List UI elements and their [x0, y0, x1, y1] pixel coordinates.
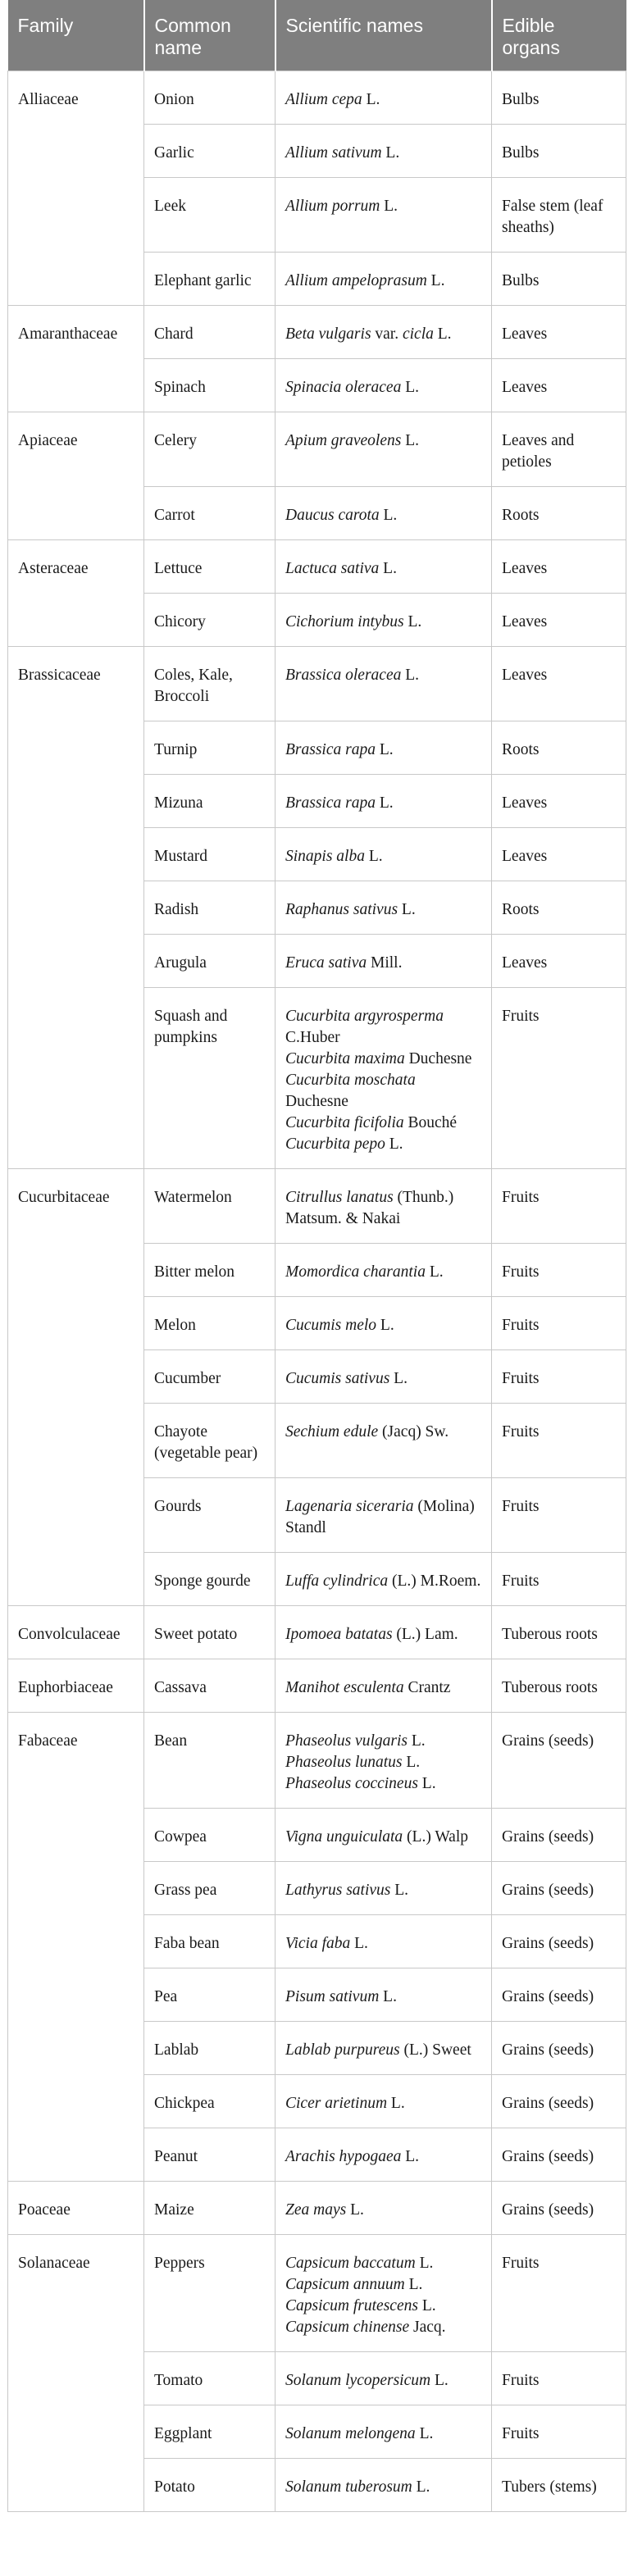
cell-common-name: Cucumber: [144, 1350, 276, 1404]
cell-edible-organs: Leaves: [492, 828, 626, 881]
header-common-name: Common name: [144, 0, 276, 71]
cell-edible-organs: Tubers (stems): [492, 2459, 626, 2512]
cell-edible-organs: Leaves: [492, 935, 626, 988]
scientific-name: Capsicum chinense Jacq.: [285, 2319, 446, 2336]
scientific-name: Lagenaria siceraria (Molina) Standl: [285, 1498, 475, 1536]
table-row: [8, 2405, 626, 2459]
scientific-name: Capsicum baccatum L.: [285, 2255, 434, 2272]
cell-common-name: Tomato: [144, 2352, 276, 2405]
cell-family: [8, 1968, 144, 2022]
scientific-name: Eruca sativa Mill.: [285, 954, 403, 972]
cell-edible-organs: Fruits: [492, 1404, 626, 1478]
table-row: [8, 1350, 626, 1404]
cell-family: [8, 487, 144, 540]
cell-scientific-names: [276, 178, 492, 253]
cell-edible-organs: Fruits: [492, 1478, 626, 1553]
cell-family: [8, 1809, 144, 1862]
cell-family: Cucurbitaceae: [8, 1169, 144, 1244]
header-scientific-names: Scientific names: [276, 0, 492, 71]
cell-common-name: Faba bean: [144, 1915, 276, 1968]
table-row: [8, 1244, 626, 1297]
cell-common-name: Celery: [144, 412, 276, 487]
cell-common-name: Peppers: [144, 2235, 276, 2352]
cell-edible-organs: Grains (seeds): [492, 1809, 626, 1862]
scientific-name: Solanum lycopersicum L.: [285, 2372, 449, 2389]
table-row: [8, 935, 626, 988]
cell-family: [8, 594, 144, 647]
cell-scientific-names: [276, 1968, 492, 2022]
cell-edible-organs: Fruits: [492, 1350, 626, 1404]
scientific-name: Solanum melongena L.: [285, 2425, 434, 2442]
cell-scientific-names: [276, 2352, 492, 2405]
scientific-name: Allium ampeloprasum L.: [285, 272, 445, 289]
cell-common-name: Radish: [144, 881, 276, 935]
cell-common-name: Bean: [144, 1713, 276, 1809]
cell-family: [8, 1244, 144, 1297]
table-row: [8, 1553, 626, 1606]
table-header: [8, 0, 626, 71]
cell-common-name: Sweet potato: [144, 1606, 276, 1659]
cell-common-name: Garlic: [144, 125, 276, 178]
scientific-name: Phaseolus coccineus L.: [285, 1775, 436, 1792]
table-row: [8, 253, 626, 306]
table-row: [8, 1809, 626, 1862]
cell-family: Solanaceae: [8, 2235, 144, 2352]
cell-scientific-names: [276, 1862, 492, 1915]
cell-edible-organs: Roots: [492, 487, 626, 540]
table-row: [8, 2352, 626, 2405]
cell-common-name: Chayote (vegetable pear): [144, 1404, 276, 1478]
cell-family: [8, 2459, 144, 2512]
cell-family: [8, 881, 144, 935]
cell-common-name: Bitter melon: [144, 1244, 276, 1297]
cell-family: Euphorbiaceae: [8, 1659, 144, 1713]
crop-table-container: [7, 0, 626, 2512]
table-row: [8, 721, 626, 775]
table-row: [8, 412, 626, 487]
scientific-name: Allium cepa L.: [285, 91, 380, 108]
scientific-name: Cucumis melo L.: [285, 1317, 394, 1334]
cell-common-name: Squash and pumpkins: [144, 988, 276, 1169]
cell-scientific-names: [276, 1809, 492, 1862]
cell-edible-organs: Leaves: [492, 594, 626, 647]
cell-scientific-names: [276, 412, 492, 487]
cell-scientific-names: [276, 487, 492, 540]
cell-scientific-names: [276, 1553, 492, 1606]
table-row: [8, 487, 626, 540]
scientific-name: Cucumis sativus L.: [285, 1370, 408, 1387]
cell-scientific-names: [276, 2235, 492, 2352]
crop-table: [7, 0, 626, 2512]
scientific-name: Manihot esculenta Crantz: [285, 1679, 451, 1696]
table-row: [8, 1606, 626, 1659]
table-row: [8, 775, 626, 828]
cell-edible-organs: Leaves: [492, 540, 626, 594]
cell-scientific-names: [276, 1169, 492, 1244]
cell-scientific-names: [276, 71, 492, 125]
table-row: [8, 125, 626, 178]
cell-edible-organs: False stem (leaf sheaths): [492, 178, 626, 253]
cell-edible-organs: Fruits: [492, 1244, 626, 1297]
cell-scientific-names: [276, 1404, 492, 1478]
cell-family: [8, 178, 144, 253]
scientific-name: Daucus carota L.: [285, 507, 398, 524]
cell-scientific-names: [276, 359, 492, 412]
table-row: [8, 1478, 626, 1553]
cell-scientific-names: [276, 828, 492, 881]
table-row: [8, 71, 626, 125]
cell-family: Amaranthaceae: [8, 306, 144, 359]
cell-common-name: Leek: [144, 178, 276, 253]
scientific-name: Brassica oleracea L.: [285, 667, 420, 684]
cell-scientific-names: [276, 125, 492, 178]
table-row: [8, 988, 626, 1169]
cell-common-name: Cowpea: [144, 1809, 276, 1862]
cell-family: [8, 2352, 144, 2405]
table-row: [8, 2075, 626, 2128]
cell-edible-organs: Tuberous roots: [492, 1659, 626, 1713]
table-body: [8, 71, 626, 2512]
cell-scientific-names: [276, 647, 492, 721]
cell-common-name: Elephant garlic: [144, 253, 276, 306]
cell-common-name: Mizuna: [144, 775, 276, 828]
scientific-name: Lablab purpureus (L.) Sweet: [285, 2041, 471, 2059]
cell-edible-organs: Fruits: [492, 988, 626, 1169]
cell-family: [8, 1404, 144, 1478]
scientific-name: Solanum tuberosum L.: [285, 2478, 430, 2496]
cell-edible-organs: Leaves: [492, 775, 626, 828]
table-row: [8, 1713, 626, 1809]
scientific-name: Pisum sativum L.: [285, 1988, 397, 2005]
cell-scientific-names: [276, 2128, 492, 2182]
cell-scientific-names: [276, 1713, 492, 1809]
table-row: [8, 2022, 626, 2075]
cell-scientific-names: [276, 2075, 492, 2128]
cell-family: Alliaceae: [8, 71, 144, 125]
scientific-name: Sinapis alba L.: [285, 848, 383, 865]
cell-edible-organs: Bulbs: [492, 253, 626, 306]
table-row: [8, 1169, 626, 1244]
cell-edible-organs: Fruits: [492, 2405, 626, 2459]
scientific-name: Cucurbita argyrosperma C.Huber: [285, 1008, 444, 1046]
cell-common-name: Carrot: [144, 487, 276, 540]
cell-common-name: Peanut: [144, 2128, 276, 2182]
cell-common-name: Watermelon: [144, 1169, 276, 1244]
cell-common-name: Mustard: [144, 828, 276, 881]
scientific-name: Sechium edule (Jacq) Sw.: [285, 1423, 449, 1440]
cell-scientific-names: [276, 540, 492, 594]
cell-common-name: Melon: [144, 1297, 276, 1350]
cell-edible-organs: Grains (seeds): [492, 1713, 626, 1809]
table-row: [8, 178, 626, 253]
scientific-name: Capsicum annuum L.: [285, 2276, 423, 2293]
cell-scientific-names: [276, 1606, 492, 1659]
scientific-name: Cucurbita pepo L.: [285, 1136, 403, 1153]
cell-edible-organs: Grains (seeds): [492, 1915, 626, 1968]
cell-family: [8, 2022, 144, 2075]
cell-common-name: Eggplant: [144, 2405, 276, 2459]
cell-edible-organs: Fruits: [492, 1553, 626, 1606]
scientific-name: Citrullus lanatus (Thunb.) Matsum. & Nakai: [285, 1189, 454, 1227]
scientific-name: Cicer arietinum L.: [285, 2095, 405, 2112]
cell-scientific-names: [276, 2405, 492, 2459]
table-row: [8, 2182, 626, 2235]
scientific-name: Brassica rapa L.: [285, 794, 394, 812]
cell-edible-organs: Grains (seeds): [492, 1968, 626, 2022]
cell-scientific-names: [276, 988, 492, 1169]
cell-family: [8, 1350, 144, 1404]
cell-common-name: Pea: [144, 1968, 276, 2022]
cell-family: [8, 721, 144, 775]
scientific-name: Brassica rapa L.: [285, 741, 394, 758]
table-row: [8, 540, 626, 594]
scientific-name: Phaseolus lunatus L.: [285, 1754, 421, 1771]
table-row: [8, 1968, 626, 2022]
cell-scientific-names: [276, 594, 492, 647]
cell-common-name: Sponge gourde: [144, 1553, 276, 1606]
cell-scientific-names: [276, 1915, 492, 1968]
table-row: [8, 306, 626, 359]
cell-common-name: Coles, Kale, Broccoli: [144, 647, 276, 721]
table-row: [8, 881, 626, 935]
cell-family: [8, 828, 144, 881]
cell-family: [8, 935, 144, 988]
cell-scientific-names: [276, 721, 492, 775]
cell-scientific-names: [276, 881, 492, 935]
cell-scientific-names: [276, 1350, 492, 1404]
scientific-name: Cichorium intybus L.: [285, 613, 422, 630]
cell-family: [8, 2128, 144, 2182]
cell-common-name: Maize: [144, 2182, 276, 2235]
cell-common-name: Turnip: [144, 721, 276, 775]
cell-common-name: Lablab: [144, 2022, 276, 2075]
cell-family: [8, 2075, 144, 2128]
table-row: [8, 828, 626, 881]
scientific-name: Zea mays L.: [285, 2201, 364, 2219]
scientific-name: Apium graveolens L.: [285, 432, 420, 449]
cell-family: Fabaceae: [8, 1713, 144, 1809]
scientific-name: Phaseolus vulgaris L.: [285, 1732, 426, 1750]
cell-common-name: Potato: [144, 2459, 276, 2512]
cell-family: Asteraceae: [8, 540, 144, 594]
scientific-name: Raphanus sativus L.: [285, 901, 416, 918]
cell-family: [8, 1915, 144, 1968]
table-row: [8, 1862, 626, 1915]
cell-common-name: Chard: [144, 306, 276, 359]
table-row: [8, 1659, 626, 1713]
table-row: [8, 1297, 626, 1350]
cell-family: Poaceae: [8, 2182, 144, 2235]
cell-edible-organs: Grains (seeds): [492, 2128, 626, 2182]
cell-family: [8, 988, 144, 1169]
cell-scientific-names: [276, 1478, 492, 1553]
cell-edible-organs: Grains (seeds): [492, 1862, 626, 1915]
cell-edible-organs: Leaves and petioles: [492, 412, 626, 487]
cell-family: [8, 2405, 144, 2459]
cell-family: Brassicaceae: [8, 647, 144, 721]
cell-scientific-names: [276, 306, 492, 359]
cell-edible-organs: Leaves: [492, 647, 626, 721]
cell-common-name: Chicory: [144, 594, 276, 647]
cell-family: [8, 1553, 144, 1606]
scientific-name: Arachis hypogaea L.: [285, 2148, 420, 2165]
cell-common-name: Arugula: [144, 935, 276, 988]
cell-edible-organs: Fruits: [492, 2235, 626, 2352]
table-row: [8, 2128, 626, 2182]
cell-edible-organs: Bulbs: [492, 125, 626, 178]
cell-family: [8, 1297, 144, 1350]
cell-common-name: Onion: [144, 71, 276, 125]
cell-common-name: Chickpea: [144, 2075, 276, 2128]
cell-scientific-names: [276, 775, 492, 828]
table-row: [8, 1915, 626, 1968]
cell-family: [8, 125, 144, 178]
cell-scientific-names: [276, 2022, 492, 2075]
cell-edible-organs: Fruits: [492, 1169, 626, 1244]
scientific-name: Cucurbita moschata Duchesne: [285, 1072, 416, 1110]
cell-common-name: Spinach: [144, 359, 276, 412]
scientific-name: Allium sativum L.: [285, 144, 400, 162]
scientific-name: Lathyrus sativus L.: [285, 1882, 409, 1899]
cell-edible-organs: Tuberous roots: [492, 1606, 626, 1659]
table-row: [8, 1404, 626, 1478]
table-row: [8, 2235, 626, 2352]
cell-edible-organs: Leaves: [492, 306, 626, 359]
scientific-name: Luffa cylindrica (L.) M.Roem.: [285, 1572, 481, 1590]
cell-edible-organs: Grains (seeds): [492, 2022, 626, 2075]
scientific-name: Beta vulgaris var. cicla L.: [285, 325, 452, 343]
scientific-name: Ipomoea batatas (L.) Lam.: [285, 1626, 458, 1643]
cell-family: Apiaceae: [8, 412, 144, 487]
scientific-name: Lactuca sativa L.: [285, 560, 397, 577]
cell-family: [8, 253, 144, 306]
cell-scientific-names: [276, 2182, 492, 2235]
cell-common-name: Gourds: [144, 1478, 276, 1553]
cell-edible-organs: Grains (seeds): [492, 2182, 626, 2235]
cell-edible-organs: Fruits: [492, 1297, 626, 1350]
cell-scientific-names: [276, 935, 492, 988]
cell-edible-organs: Roots: [492, 721, 626, 775]
table-row: [8, 359, 626, 412]
scientific-name: Momordica charantia L.: [285, 1263, 444, 1281]
table-row: [8, 2459, 626, 2512]
cell-scientific-names: [276, 2459, 492, 2512]
cell-common-name: Cassava: [144, 1659, 276, 1713]
cell-family: [8, 775, 144, 828]
cell-edible-organs: Roots: [492, 881, 626, 935]
cell-family: [8, 359, 144, 412]
scientific-name: Capsicum frutescens L.: [285, 2297, 436, 2314]
cell-edible-organs: Bulbs: [492, 71, 626, 125]
cell-common-name: Lettuce: [144, 540, 276, 594]
cell-scientific-names: [276, 1297, 492, 1350]
cell-family: [8, 1478, 144, 1553]
scientific-name: Cucurbita maxima Duchesne: [285, 1050, 472, 1067]
scientific-name: Cucurbita ficifolia Bouché: [285, 1114, 458, 1131]
cell-scientific-names: [276, 1659, 492, 1713]
header-family: Family: [8, 0, 144, 71]
scientific-name: Spinacia oleracea L.: [285, 379, 420, 396]
cell-scientific-names: [276, 253, 492, 306]
header-edible-organs: Edible organs: [492, 0, 626, 71]
scientific-name: Allium porrum L.: [285, 198, 398, 215]
cell-edible-organs: Grains (seeds): [492, 2075, 626, 2128]
cell-family: Convolculaceae: [8, 1606, 144, 1659]
cell-scientific-names: [276, 1244, 492, 1297]
scientific-name: Vicia faba L.: [285, 1935, 368, 1952]
scientific-name: Vigna unguiculata (L.) Walp: [285, 1828, 469, 1846]
table-row: [8, 647, 626, 721]
cell-edible-organs: Leaves: [492, 359, 626, 412]
cell-family: [8, 1862, 144, 1915]
table-row: [8, 594, 626, 647]
cell-common-name: Grass pea: [144, 1862, 276, 1915]
cell-edible-organs: Fruits: [492, 2352, 626, 2405]
